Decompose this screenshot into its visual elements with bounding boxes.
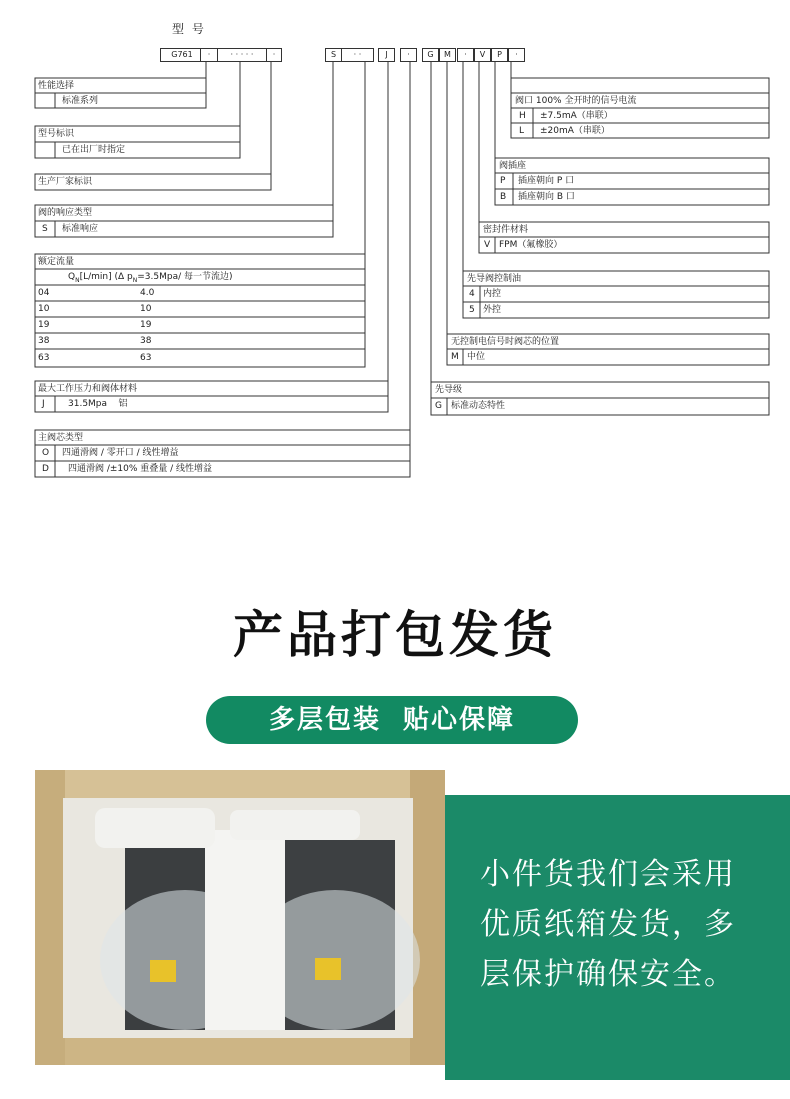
code-box: G: [422, 48, 439, 62]
section-header: 型号标识: [38, 129, 75, 139]
section-row-code: L: [519, 126, 525, 136]
wooden-crate-illustration: [35, 770, 445, 1065]
flow-code: 19: [38, 320, 50, 330]
flow-subheader: $Q_N[L/\min]$ (Δ $p_N=3.5Mpa/$ 每一节流边): [68, 272, 233, 284]
description-panel: [445, 795, 790, 1080]
code-box: ·: [508, 48, 525, 62]
section-row-code: P: [500, 176, 506, 186]
section-row-text: ±7.5mA（串联）: [540, 111, 613, 121]
section-row-code: J: [42, 399, 45, 409]
flow-value: 19: [140, 320, 152, 330]
section-row-code: M: [451, 352, 459, 362]
section-row-code: B: [500, 192, 507, 202]
code-box: ·: [266, 48, 282, 62]
description-line: 优质纸箱发货，多: [480, 907, 736, 942]
code-box: P: [491, 48, 508, 62]
section-header: 密封件材料: [483, 225, 529, 235]
flow-value: 63: [140, 353, 152, 363]
section-row-text: 标准响应: [62, 224, 99, 234]
section-row-text: 已在出厂时指定: [62, 145, 126, 155]
section-header: 先导级: [435, 385, 463, 395]
section-row-text: 标准系列: [62, 96, 99, 106]
section-row-text: 四通滑阀 / 零开口 / 线性增益: [62, 448, 179, 458]
section-header: 阀插座: [499, 161, 527, 171]
packing-headline: 产品打包发货: [233, 606, 557, 664]
section-row-text: 31.5Mpa 铝: [68, 399, 128, 409]
section-row-text: ±20mA（串联）: [540, 126, 610, 136]
section-row-code: 5: [469, 305, 475, 315]
code-box: · ·: [341, 48, 374, 62]
description-text: [480, 850, 790, 1000]
diagram-lines: [0, 0, 790, 490]
section-header: 主阀芯类型: [38, 433, 84, 443]
flow-value: 38: [140, 336, 152, 346]
code-box: ·: [200, 48, 218, 62]
section-row-code: 4: [469, 289, 475, 299]
code-box: V: [474, 48, 491, 62]
flow-value: 10: [140, 304, 152, 314]
model-title: 型 号: [172, 22, 206, 36]
flow-code: 63: [38, 353, 50, 363]
flow-value: 4.0: [140, 288, 155, 298]
code-box: S: [325, 48, 342, 62]
section-header: 性能选择: [38, 81, 75, 91]
section-header: 阀口 100% 全开时的信号电流: [515, 96, 637, 106]
section-row-text: 插座朝向 B 口: [518, 192, 575, 202]
packing-badge: 多层包装 贴心保障: [206, 696, 578, 744]
section-row-text: 四通滑阀 /±10% 重叠量 / 线性增益: [68, 464, 213, 474]
code-box: J: [378, 48, 395, 62]
section-header: 先导阀控制油: [467, 274, 522, 284]
code-box: M: [439, 48, 456, 62]
flow-code: 10: [38, 304, 50, 314]
section-header: 阀的响应类型: [38, 208, 93, 218]
section-row-code: H: [519, 111, 526, 121]
flow-code: 38: [38, 336, 50, 346]
section-header: 无控制电信号时阀芯的位置: [451, 337, 560, 347]
section-row-code: O: [42, 448, 50, 458]
section-row-code: G: [435, 401, 442, 411]
flow-code: 04: [38, 288, 50, 298]
section-row-text: 标准动态特性: [451, 401, 506, 411]
code-box: ·: [457, 48, 474, 62]
section-row-text: 插座朝向 P 口: [518, 176, 575, 186]
description-line: 层保护确保安全。: [480, 957, 736, 992]
section-row-code: D: [42, 464, 49, 474]
section-row-text: 内控: [483, 289, 502, 299]
code-box: · · · · ·: [217, 48, 267, 62]
section-row-text: FPM（氟橡胶）: [499, 240, 563, 250]
section-row-code: V: [484, 240, 491, 250]
description-line: 小件货我们会采用: [480, 857, 736, 892]
section-header: 最大工作压力和阀体材料: [38, 384, 138, 394]
section-row-code: S: [42, 224, 48, 234]
section-row-text: 中位: [467, 352, 486, 362]
section-header: 额定流量: [38, 257, 75, 267]
section-header: 生产厂家标识: [38, 177, 93, 187]
model-code-diagram: [0, 0, 790, 490]
code-box: ·: [400, 48, 417, 62]
packing-photo: [35, 770, 445, 1065]
section-row-text: 外控: [483, 305, 502, 315]
code-box: G761: [160, 48, 204, 62]
